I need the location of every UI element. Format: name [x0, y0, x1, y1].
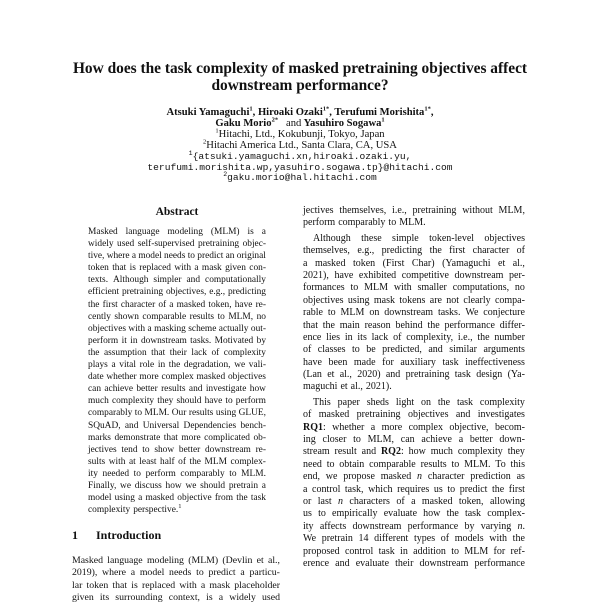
affil-mark: 1: [188, 149, 193, 157]
email-text: gaku.morio@hal.hitachi.com: [227, 172, 377, 184]
text-line: or last n characters of a masked token, allowing: [303, 495, 525, 507]
text-line: lar token that is replaced with a mask placeholder: [72, 579, 280, 591]
text-line: plays a vital role in the degradation, we vali-: [88, 360, 266, 371]
text-line: stream result and RQ2: how much complexity they: [303, 446, 525, 458]
text-line: objectives using mask tokens are not clearly compa-: [303, 294, 525, 306]
text-line: that the main reason behind the performance differ-: [303, 319, 525, 331]
email-line: [40, 173, 560, 184]
text-line: perform it in downstream tasks. Motivated by: [88, 335, 266, 346]
author-name: Yasuhiro Sogawa: [303, 117, 382, 129]
text-line: texts. Although simpler and computationally: [88, 275, 266, 286]
email-text: {atsuki.yamaguchi.xn,hiroaki.ozaki.yu,: [192, 150, 412, 162]
text-line: comparably to MLM. Our results using GLUE,: [88, 408, 266, 419]
affiliation-text: Hitachi America Ltd., Santa Clara, CA, USA: [206, 139, 397, 151]
text-line: ity needed to perform comparably to MLM.: [88, 468, 266, 479]
right-column-body: [303, 205, 525, 570]
text-line: complexity perspective.$^1$: [88, 503, 182, 516]
text-line: ence lies in its lack of complexity, i.e., the number: [303, 331, 525, 343]
title-line: How does the task complexity of masked pretraining objectives affect: [72, 60, 528, 77]
text-line: can achieve better results and investigate how: [88, 384, 266, 395]
author-name: Gaku Morio: [215, 117, 272, 129]
affil-mark: 1: [249, 105, 253, 113]
text-line: have been made for auxiliary task ineffectiveness: [303, 356, 525, 368]
text-line: end, we propose masked n character prediction as: [303, 471, 525, 483]
introduction-heading: [72, 528, 179, 542]
text-line: need to obtain comparable results to MLM. To this: [303, 458, 525, 470]
text-line: us to empirically evaluate how the task complex-: [303, 508, 525, 520]
text-line: sults with at least half of the MLM complex-: [88, 456, 266, 467]
text-line: widely used self-supervised pretraining objec-: [88, 239, 266, 250]
author-name: Atsuki Yamaguchi: [166, 107, 250, 118]
text-line: marks demonstrate that more complicated ob-: [88, 432, 266, 443]
text-line: proposed control task in addition to MLM for ref-: [303, 545, 525, 557]
text-line: SQuAD, and Universal Dependencies bench-: [88, 420, 266, 431]
text-line: Masked language modeling (MLM) is a: [88, 227, 266, 237]
text-line: 2021), have exhibited competitive downstream per-: [303, 269, 525, 281]
text-line: Although these simple token-level objectives: [313, 232, 525, 244]
text-line: model using a masked objective from the task: [88, 493, 266, 504]
text-line: 2019), where a model needs to predict a particu-: [72, 567, 280, 579]
paper-title: [40, 60, 560, 94]
text-line: erence and evaluate their downstream performance: [303, 557, 525, 569]
text-line: maguchi et al., 2021).: [303, 381, 392, 393]
text-line: perform comparably to MLM.: [303, 217, 426, 229]
text-line: jectives themselves, i.e., pretraining without MLM,: [303, 205, 525, 216]
text-line: themselves, e.g., predicting the first character of: [303, 245, 525, 257]
text-line: objectives with a masking scheme actually out-: [88, 323, 266, 334]
author-name: Terufumi Morishita: [334, 107, 425, 118]
text-line: a masked token (First Char) (Yamaguchi et al.,: [303, 257, 525, 269]
text-line: the assumption that their lack of complexity: [88, 347, 266, 358]
text-line: jectives tend to show better downstream re-: [88, 444, 266, 455]
text-line: ity affects downstream performance by varying n.: [303, 520, 525, 532]
text-line: of masked pretraining objectives and investigates: [303, 409, 525, 421]
text-line: We pretrain 14 different types of models with the: [303, 533, 525, 545]
text-line: tive, where a model needs to predict an original: [88, 251, 266, 262]
author-name: Hiroaki Ozaki: [257, 107, 323, 118]
text-line: RQ1: whether a more complex objective, becom-: [303, 421, 525, 433]
text-line: given its surrounding context, is a widely used: [72, 592, 280, 604]
title-line: downstream performance?: [211, 77, 389, 94]
email-text: terufumi.morishita.wp,yasuhiro.sogawa.tp}@hitachi.com: [147, 161, 453, 173]
text-line: of classes to be predicted, and similar arguments: [303, 344, 525, 356]
section-title: Introduction: [96, 528, 162, 542]
footnote-mark: 1: [178, 503, 182, 511]
text-line: cently shown comparable results to MLM, no: [88, 311, 266, 322]
text-line: date whether more complex masked objectives: [88, 372, 266, 383]
and-text: and: [286, 117, 302, 129]
text-line: much complexity they should have to perform: [88, 396, 266, 407]
text-line: Finally, we discuss how we should pretrain a: [88, 480, 266, 491]
text-line: formances to MLM with smaller computations, no: [303, 282, 525, 294]
author-line: Atsuki Yamaguchi$^1$, Hiroaki Ozaki$^{1*}$, Terufumi Morishita$^{1*}$,: [166, 105, 434, 118]
affil-mark: 1*: [424, 105, 431, 113]
affil-mark: 1: [215, 127, 219, 135]
affil-mark: 1*: [322, 105, 330, 113]
affil-mark: 2*: [271, 116, 279, 124]
affil-mark: 2: [223, 171, 228, 179]
affil-mark: 2: [203, 138, 207, 146]
text-line: a control task, which requires us to predict the first: [303, 483, 525, 495]
text-line: This paper sheds light on the task complexity: [313, 396, 525, 408]
abstract-heading: Abstract: [155, 206, 199, 218]
affiliation-text: Hitachi, Ltd., Kokubunji, Tokyo, Japan: [218, 128, 385, 140]
section-number: 1: [72, 528, 78, 542]
author-list: [40, 105, 560, 184]
introduction-body: [72, 555, 280, 605]
text-line: rable to MLM on downstream tasks. We conjecture: [303, 307, 525, 319]
affil-mark: 1: [381, 116, 385, 124]
abstract-body: [88, 226, 266, 516]
text-line: Masked language modeling (MLM) (Devlin et al.,: [72, 555, 280, 566]
text-line: efficient pretraining objectives, e.g., predicting: [88, 287, 266, 298]
text-line: ing closer to MLM, can achieve a better down-: [303, 434, 525, 446]
text-line: the first character of a masked token, have re-: [88, 299, 266, 310]
text-line: token that is replaced with a mask given con-: [88, 263, 266, 274]
text-line: (Lan et al., 2020) and pretraining task design (Ya-: [303, 369, 525, 381]
affiliations: [40, 127, 560, 185]
